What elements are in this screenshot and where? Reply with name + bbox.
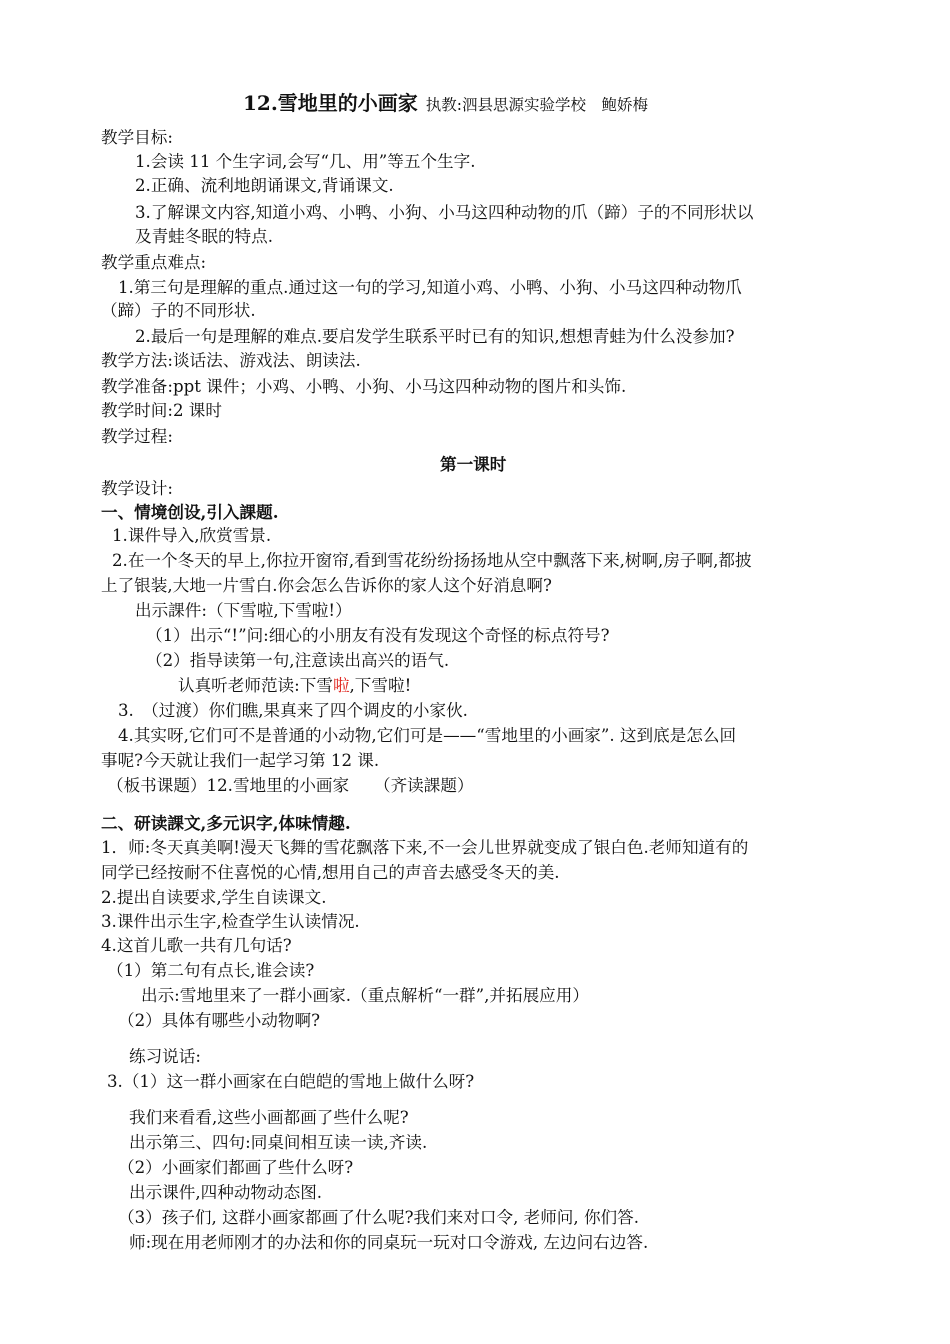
title-teacher: 执教:泗县思源实验学校 鲍娇梅	[425, 96, 649, 114]
teaching-method: 教学方法:谈话法、游戏法、朗读法.	[101, 351, 361, 370]
section1-item-2-line1: 2.在一个冬天的早上,你拉开窗帘,看到雪花纷纷扬扬地从空中飘落下来,树啊,房子啊,都披	[112, 551, 752, 570]
section2-item-1-line1: 1．师:冬天真美啊!漫天飞舞的雪花飘落下来,不一会儿世界就变成了银白色.老师知道有的	[101, 838, 749, 857]
keypoint-1-line1: 1.第三句是理解的重点.通过这一句的学习,知道小鸡、小鸭、小狗、小马这四种动物爪	[118, 278, 742, 297]
section1-point-2: （2）指导读第一句,注意读出高兴的语气.	[146, 651, 450, 670]
question-2: （2）具体有哪些小动物啊?	[118, 1011, 320, 1030]
title-main: 12.雪地里的小画家	[243, 91, 418, 115]
goal-2: 2.正确、流利地朗诵课文,背诵课文.	[135, 176, 394, 195]
reading-prefix: 认真听老师范读:下雪	[178, 676, 333, 695]
board-writing: （板书课题）12.雪地里的小画家 （齐读課题）	[107, 776, 474, 795]
section1-item-4-line2: 事呢?今天就让我们一起学习第 12 课.	[101, 751, 380, 770]
question-2b: （2）小画家们都画了些什么呀?	[118, 1158, 354, 1177]
section2-item-3: 3.课件出示生字,检查学生认读情况.	[101, 912, 360, 931]
speaking-practice: 练习说话:	[129, 1047, 201, 1066]
keypoint-1-line2: （蹄）子的不同形状.	[101, 301, 256, 320]
look-prompt: 我们来看看,这些小画都画了些什么呢?	[129, 1108, 409, 1127]
keypoint-2: 2.最后一句是理解的难点.要启发学生联系平时已有的知识,想想青蛙为什么没参加?	[135, 327, 735, 346]
section2-item-1-line2: 同学已经按耐不住喜悦的心情,想用自己的声音去感受冬天的美.	[101, 863, 560, 882]
section1-point-1: （1）出示“!”问:细心的小朋友有没有发现这个奇怪的标点符号?	[146, 626, 610, 645]
show-sentences-3-4: 出示第三、四句:同桌间相互读一读,齐读.	[129, 1133, 428, 1152]
show-courseware: 出示課件:（下雪啦,下雪啦!）	[135, 601, 352, 620]
question-1: （1）第二句有点长,谁会读?	[107, 961, 315, 980]
teaching-preparation: 教学准备:ppt 课件；小鸡、小鸭、小狗、小马这四种动物的图片和头饰.	[101, 377, 627, 396]
question-3: （3）孩子们, 这群小画家都画了什么呢?我们来对口令, 老师问, 你们答.	[118, 1208, 639, 1227]
show-animation: 出示课件,四种动物动态图.	[129, 1183, 323, 1202]
section1-item-4-line1: 4.其实呀,它们可不是普通的小动物,它们可是——“雪地里的小画家”. 这到底是怎么回	[118, 726, 737, 745]
section2-item-4: 4.这首儿歌一共有几句话?	[101, 936, 292, 955]
reading-highlight: 啦	[332, 676, 350, 695]
reading-suffix: ,下雪啦!	[349, 676, 412, 695]
teaching-process: 教学过程:	[101, 427, 173, 446]
goal-1: 1.会读 11 个生字词,会写“几、用”等五个生字.	[135, 152, 476, 171]
question-1-show: 出示:雪地里来了一群小画家.（重点解析“一群”,并拓展应用）	[141, 986, 589, 1005]
section2-item-2: 2.提出自读要求,学生自读课文.	[101, 888, 327, 907]
teacher-instruction: 师:现在用老师刚才的办法和你的同桌玩一玩对口令游戏, 左边问右边答.	[129, 1233, 649, 1252]
section1-item-1: 1.课件导入,欣赏雪景.	[112, 526, 272, 545]
section2-item-3b: 3.（1）这一群小画家在白皑皑的雪地上做什么呀?	[107, 1072, 475, 1091]
teacher-model-reading	[178, 675, 411, 697]
teaching-design: 教学设计:	[101, 479, 173, 498]
page-title	[243, 90, 648, 118]
section1-item-3: 3. （过渡）你们瞧,果真来了四个调皮的小家伙.	[118, 701, 468, 720]
section1-item-2-line2: 上了银装,大地一片雪白.你会怎么告诉你的家人这个好消息啊?	[101, 576, 552, 595]
goals-heading: 教学目标:	[101, 128, 173, 147]
section1-heading: 一、情境创设,引入課题.	[101, 502, 279, 522]
section2-heading: 二、研读課文,多元识字,体味情趣.	[101, 813, 351, 833]
goal-3-line2: 及青蛙冬眠的特点.	[135, 227, 274, 246]
keypoints-heading: 教学重点难点:	[101, 253, 207, 272]
lesson1-heading: 第一课时	[440, 454, 507, 474]
teaching-time: 教学时间:2 课时	[101, 401, 222, 420]
goal-3-line1: 3.了解课文内容,知道小鸡、小鸭、小狗、小马这四种动物的爪（蹄）子的不同形状以	[135, 203, 754, 222]
